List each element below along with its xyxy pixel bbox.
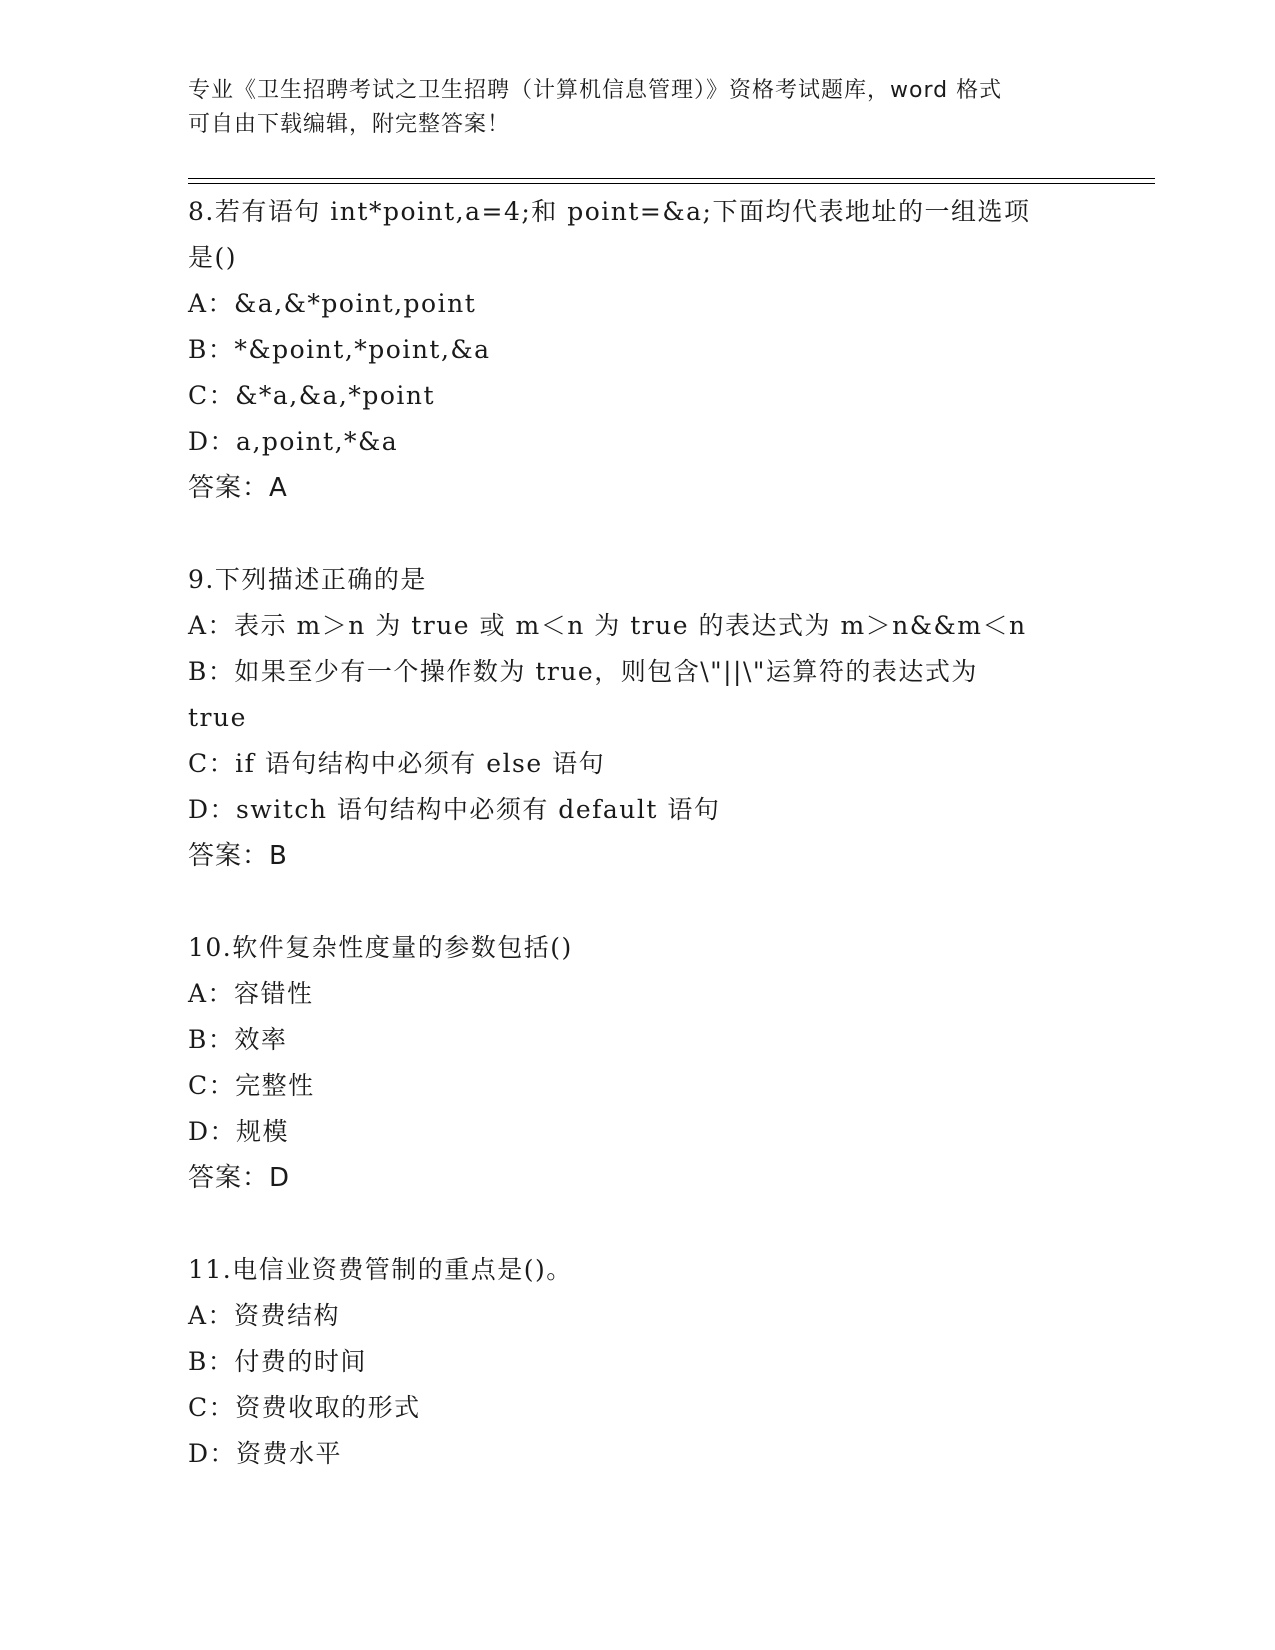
answer: 答案：D (188, 1163, 291, 1193)
option-b-continued: true (188, 703, 247, 732)
option-b: B：效率 (188, 1025, 288, 1054)
question-stem: 10.软件复杂性度量的参数包括() (188, 933, 573, 962)
option-d: D：switch 语句结构中必须有 default 语句 (188, 795, 721, 824)
option-c: C：if 语句结构中必须有 else 语句 (188, 749, 606, 778)
question-stem: 8.若有语句 int*point,a=4;和 point=&a;下面均代表地址的一组选项 (188, 197, 1031, 226)
header-line-1: 专业《卫生招聘考试之卫生招聘（计算机信息管理）》资格考试题库，word 格式 (188, 78, 1003, 103)
document-header (188, 74, 1088, 142)
option-a: A：容错性 (188, 979, 314, 1008)
option-d: D：a,point,*&a (188, 427, 399, 456)
answer: 答案：B (188, 841, 288, 871)
option-c: C：完整性 (188, 1071, 315, 1100)
option-a: A：&a,&*point,point (188, 289, 477, 318)
header-divider-top (188, 178, 1155, 179)
option-b: B：付费的时间 (188, 1347, 367, 1376)
option-d: D：资费水平 (188, 1439, 343, 1468)
question-stem: 11.电信业资费管制的重点是()。 (188, 1255, 573, 1284)
question-11 (188, 1247, 1088, 1477)
answer: 答案：A (188, 473, 288, 503)
question-10 (188, 925, 1088, 1201)
option-b: B：*&point,*point,&a (188, 335, 491, 364)
option-d: D：规模 (188, 1117, 290, 1146)
option-c: C：资费收取的形式 (188, 1393, 421, 1422)
question-stem: 9.下列描述正确的是 (188, 565, 427, 594)
question-8 (188, 189, 1088, 511)
option-a: A：表示 m＞n 为 true 或 m＜n 为 true 的表达式为 m＞n&&m＜n (188, 611, 1027, 640)
option-c: C：&*a,&a,*point (188, 381, 436, 410)
option-b: B：如果至少有一个操作数为 true，则包含\"||\"运算符的表达式为 (188, 657, 978, 686)
question-stem-continued: 是() (188, 243, 238, 272)
question-9 (188, 557, 1088, 879)
header-line-2: 可自由下载编辑，附完整答案！ (188, 112, 511, 137)
question-list (188, 189, 1088, 1523)
option-a: A：资费结构 (188, 1301, 341, 1330)
header-divider-bottom (188, 183, 1155, 184)
